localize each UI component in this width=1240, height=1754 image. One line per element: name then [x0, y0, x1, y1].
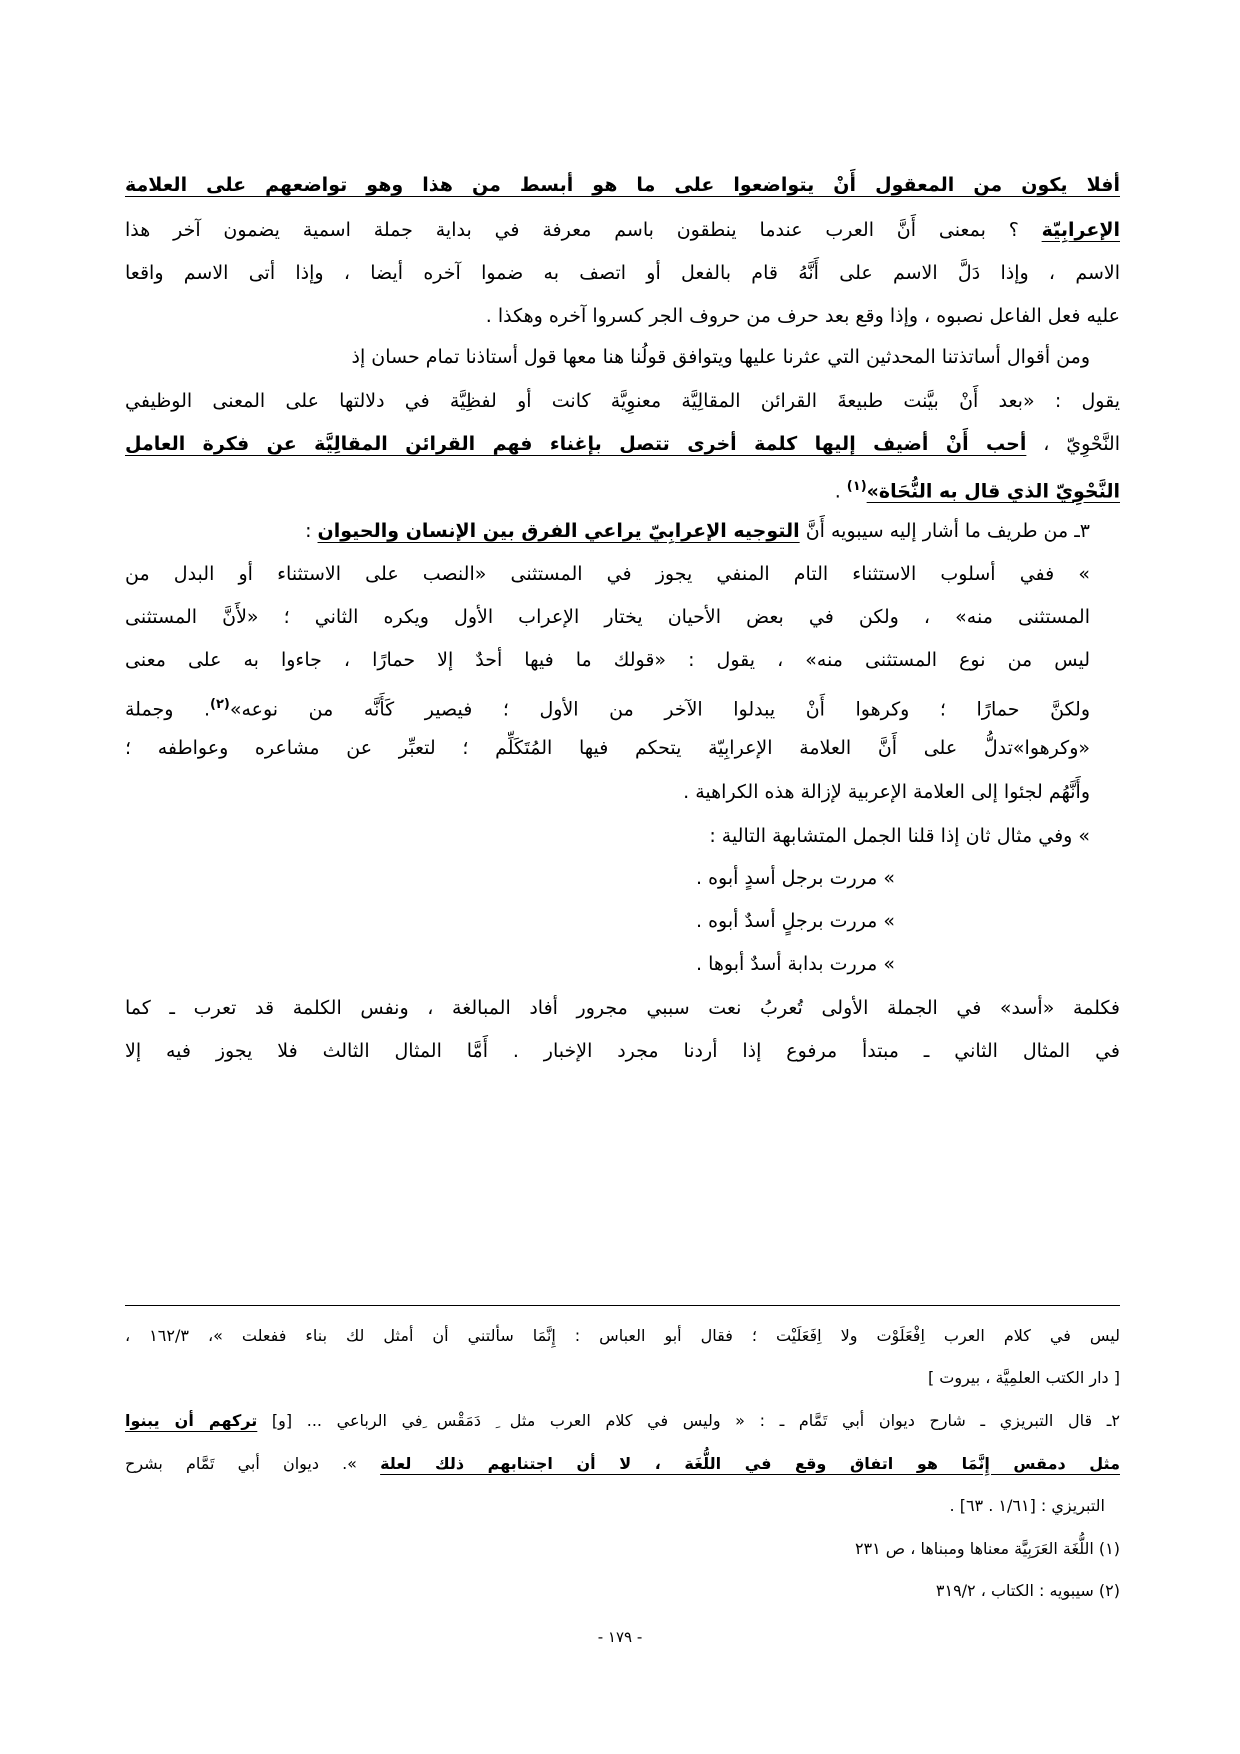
text: ولكنَّ حمارًا ؛ وكرهوا أَنْ يبدلوا الآخر من الأول ؛ فيصير كَأَنَّه من نوعه» — [229, 698, 1090, 721]
text: ». ديوان أبي تَمَّام بشرح — [125, 1454, 381, 1473]
underlined-text: النَّحْوِيّ الذي قال به النُّحَاة» — [866, 480, 1120, 503]
text: الاسم ، وإذا دَلَّ الاسم على أَنَّهُ قام بالفعل أو اتصف به ضموا آخره أيضا ، وإذا أتى الاسم واقعا — [125, 262, 1120, 284]
text: . — [834, 480, 847, 503]
example-2: » مررت برجلٍ أسدٌ أبوه . — [696, 910, 895, 932]
text: ؟ بمعنى أَنَّ العرب عندما ينطقون باسم معرفة في بداية جملة اسمية يضمون آخر هذا — [125, 219, 1042, 241]
item-3-heading — [305, 516, 1090, 546]
example-3: » مررت بدابة أسدٌ أبوها . — [696, 953, 895, 975]
footnote-ref[interactable]: (١) — [846, 479, 867, 494]
page-number: - ١٧٩ - — [597, 1628, 643, 1646]
underlined-text: أحب أَنْ أضيف إليها كلمة أخرى تتصل بإغناء فهم القرائن المقالِيَّة عن فكرة العامل — [125, 433, 1027, 455]
text: يقول : «بعد أَنْ بيَّنت طبيعةَ القرائن المقالِيَّة معنوِيَّة كانت أو لفظِيَّة في دلالتها على المعنى الوظيفي — [125, 390, 1120, 412]
underlined-text: أفلا يكون من المعقول أَنْ يتواضعوا على ما هو أبسط من هذا وهو تواضعهم على العلامة — [125, 174, 1120, 196]
bullet-2: » وفي مثال ثان إذا قلنا الجمل المتشابهة التالية : — [709, 825, 1090, 847]
example-1: » مررت برجل أسدٍ أبوه . — [696, 867, 895, 889]
text: ٣ـ من طريف ما أشار إليه سيبويه أَنَّ — [799, 520, 1090, 542]
text: المستثنى منه» ، ولكن في بعض الأحيان يختار الإعراب الأول ويكره الثاني ؛ «لأَنَّ المستثنى — [125, 606, 1090, 628]
text: ومن أقوال أساتذتنا المحدثين التي عثرنا عليها ويتوافق قولُنا هنا معها قول أستاذنا تمام حسان إذ — [351, 346, 1090, 368]
footnote-line: التبريزي : [١/٦١ . ٦٣] . — [949, 1496, 1105, 1515]
text: النَّحْوِيّ ، — [1026, 433, 1120, 455]
paragraph-3-line: في المثال الثاني ـ مبتدأ مرفوع إذا أردنا مجرد الإخبار . أَمَّا المثال الثالث فلا يجوز فيه إلا — [125, 1040, 1120, 1062]
footnote-separator — [125, 1305, 1120, 1306]
footnote-ref[interactable]: (٢) — [210, 697, 230, 712]
text: » ففي أسلوب الاستثناء التام المنفي يجوز في المستثنى «النصب على الاستثناء أو البدل من — [125, 563, 1090, 585]
underlined-text: تركهم أن يبنوا — [125, 1411, 258, 1430]
underlined-text: التوجيه الإعرابِيّ يراعي الفرق بين الإنسان والحيوان — [317, 520, 800, 542]
text: عليه فعل الفاعل نصبوه ، وإذا وقع بعد حرف من حروف الجر كسروا آخره وهكذا . — [485, 305, 1120, 327]
footnote-2: (٢) سيبويه : الكتاب ، ٣١٩/٢ — [935, 1581, 1120, 1600]
text: . وجملة — [125, 698, 210, 721]
text: ليس من نوع المستثنى منه» ، يقول : «قولك ما فيها أحدٌ إلا حمارًا ، جاءوا به على معنى — [125, 649, 1090, 671]
footnote-line: [ دار الكتب العلمِيَّة ، بيروت ] — [927, 1368, 1120, 1387]
text: : — [305, 520, 318, 542]
footnote-1: (١) اللُّغَة العَرَبِيَّة معناها ومبناها ، ص ٢٣١ — [854, 1539, 1120, 1558]
footnote-line: ليس في كلام العرب اِفْعَلَوْت ولا اِفَعَلَيْت ؛ فقال أبو العباس : إِنَّمَا سألتني أن أمثل لك بناء ففعلت »، ١٦٢/٣ ، — [125, 1326, 1121, 1345]
text: «وكرهوا»تدلُّ على أَنَّ العلامة الإعرابِيّة يتحكم فيها المُتَكَلِّم ؛ لتعبِّر عن مشاعره وعواطفه ؛ — [125, 737, 1090, 759]
text: ٢ـ قال التبريزي ـ شارح ديوان أبي تَمَّام ـ : « وليس في كلام العرب مثل ِ دَمَقْس ِفي الرباعي ... [و] — [257, 1411, 1120, 1430]
text: وأَنَّهُم لجئوا إلى العلامة الإعربية لإزالة هذه الكراهية . — [683, 781, 1090, 803]
underlined-text: مثل دمقس إِنَّمَا هو اتفاق وقع في اللُّغَة ، لا أن اجتنابهم ذلك لعلة — [380, 1454, 1120, 1473]
underlined-text: الإعرابِيّة — [1041, 219, 1120, 241]
paragraph-3-line: فكلمة «أسد» في الجملة الأولى تُعربُ نعت سببي مجرور أفاد المبالغة ، ونفس الكلمة قد تعرب ـ كما — [125, 997, 1120, 1019]
